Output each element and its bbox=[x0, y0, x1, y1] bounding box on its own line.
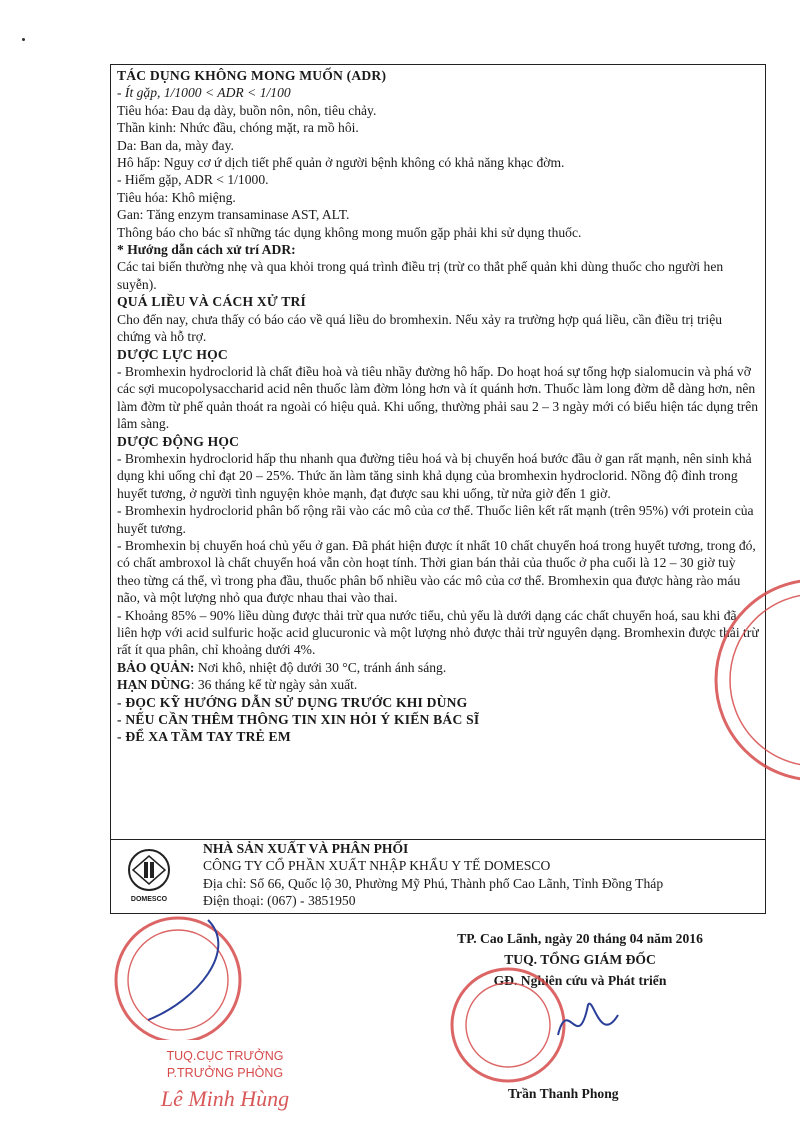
adr-rare-item: Da: Ban da, mày đay. bbox=[117, 137, 234, 153]
pharmacokinetics-title: DƯỢC ĐỘNG HỌC bbox=[117, 433, 240, 449]
adr-rare-item: Tiêu hóa: Đau dạ dày, buồn nôn, nôn, tiêu chảy. bbox=[117, 102, 377, 118]
adr-guide-title: * Hướng dẫn cách xử trí ADR: bbox=[117, 242, 296, 258]
adr-rare-header: - Ít gặp, 1/1000 < ADR < 1/100 bbox=[117, 85, 291, 101]
manufacturer-address: Địa chỉ: Số 66, Quốc lộ 30, Phường Mỹ Phú, Thành phố Cao Lãnh, Tỉnh Đồng Tháp bbox=[203, 875, 664, 891]
pharmacodynamics-title: DƯỢC LỰC HỌC bbox=[117, 346, 228, 362]
manufacturer-info bbox=[203, 840, 763, 910]
domesco-logo-icon bbox=[119, 846, 179, 896]
left-stamp-line: P.TRƯỞNG PHÒNG bbox=[166, 1066, 284, 1080]
pharmacokinetics-paragraph: - Bromhexin hydroclorid phân bố rộng rãi vào các mô của cơ thể. Thuốc liên kết rất mạnh (trên 95%) với protein của huyết tương. bbox=[117, 503, 754, 536]
storage-label: BẢO QUẢN: bbox=[117, 659, 195, 675]
left-stamp-line: TUQ.CỤC TRƯỞNG bbox=[166, 1049, 284, 1063]
overdose-text: Cho đến nay, chưa thấy có báo cáo về quá liều do bromhexin. Nếu xảy ra trường hợp quá liều, cần điều trị triệu chứng và hỗ trợ. bbox=[117, 311, 723, 345]
pharmacokinetics-paragraph: - Khoảng 85% – 90% liều dùng được thải trừ qua nước tiểu, chủ yếu là dưới dạng các chất chuyển hoá, sau khi đã liên hợp với acid sulfuric hoặc acid glucuronic và một lượng nhỏ được thải trừ nguyên dạng. Bromhexin được thải trừ rất ít qua phân, chỉ khoảng dưới 4%. bbox=[117, 607, 759, 658]
manufacturer-company: CÔNG TY CỔ PHẦN XUẤT NHẬP KHẨU Y TẾ DOMESCO bbox=[203, 858, 551, 874]
domesco-logo bbox=[119, 846, 179, 908]
pharmacokinetics-paragraph: - Bromhexin bị chuyển hoá chủ yếu ở gan. Đã phát hiện được ít nhất 10 chất chuyển hoá trong huyết tương, trong đó, có chất ambroxol là chất chuyển hoá vẫn còn hoạt tính. Thời gian bán thải của thuốc ở pha cuối là 12 – 30 giờ tuỳ theo từng cá thể, vì trong pha đầu, thuốc phân bố nhiều vào các mô của cơ thể. Bromhexin qua được hàng rào máu não, và một lượng nhỏ qua được nhau thai vào thai. bbox=[117, 537, 756, 606]
company-red-seal bbox=[428, 965, 628, 1095]
leaflet-text-box bbox=[110, 64, 766, 840]
adr-very-rare-item: Tiêu hóa: Khô miệng. bbox=[117, 189, 236, 205]
adr-notice: Thông báo cho bác sĩ những tác dụng không mong muốn gặp phải khi sử dụng thuốc. bbox=[117, 224, 582, 240]
logo-caption: DOMESCO bbox=[130, 896, 168, 903]
signer-name: Trần Thanh Phong bbox=[508, 1086, 619, 1101]
expiry-text: : 36 tháng kể từ ngày sản xuất. bbox=[190, 677, 358, 693]
adr-very-rare-item: Gan: Tăng enzym transaminase AST, ALT. bbox=[117, 207, 350, 223]
adr-title: TÁC DỤNG KHÔNG MONG MUỐN (ADR) bbox=[117, 68, 387, 83]
warning-line: - ĐỂ XA TẦM TAY TRẺ EM bbox=[117, 729, 291, 745]
department-line: GĐ. Nghiên cứu và Phát triển bbox=[493, 973, 667, 988]
adr-rare-item: Hô hấp: Nguy cơ ứ dịch tiết phế quản ở người bệnh không có khả năng khạc đờm. bbox=[117, 155, 565, 171]
pharmacodynamics-text: - Bromhexin hydroclorid là chất điều hoà và tiêu nhầy đường hô hấp. Do hoạt hoá sự tổng hợp sialomucin và phá vỡ các sợi mucopolysaccharid acid nên thuốc làm đờm lỏng hơn và ít quánh hơn. Thuốc làm long đờm dễ dàng hơn, nên làm đờm từ phế quản thoát ra ngoài có hiệu quả. Khi uống, thường phải sau 2 – 3 ngày mới có biểu hiện tác dụng trên lâm sàng. bbox=[117, 363, 759, 432]
authority-line: TUQ. TỔNG GIÁM ĐỐC bbox=[504, 952, 656, 967]
expiry-label: HẠN DÙNG bbox=[117, 677, 191, 693]
expiry-line bbox=[117, 676, 759, 693]
pharmacokinetics-paragraph: - Bromhexin hydroclorid hấp thu nhanh qua đường tiêu hoá và bị chuyển hoá bước đầu ở gan rất mạnh, nên sinh khả dụng khi uống chỉ đạt 20 – 25%. Thức ăn làm tăng sinh khả dụng của bromhexin hydroclorid. Nồng độ đỉnh trong huyết tương, ở người tình nguyện khỏe mạnh, đạt được sau khi uống, từ nửa giờ đến 1 giờ. bbox=[117, 450, 752, 501]
manufacturer-box bbox=[110, 840, 766, 914]
adr-guide-text: Các tai biến thường nhẹ và qua khỏi trong quá trình điều trị (trừ co thắt phế quản khi dùng thuốc cho người hen suyễn). bbox=[117, 259, 724, 292]
edge-red-stamp bbox=[706, 530, 800, 830]
left-stamp-text bbox=[135, 1048, 315, 1082]
overdose-title: QUÁ LIỀU VÀ CÁCH XỬ TRÍ bbox=[117, 294, 307, 310]
storage-text: Nơi khô, nhiệt độ dưới 30 °C, tránh ánh sáng. bbox=[194, 659, 447, 675]
scan-speck bbox=[22, 38, 25, 41]
storage-line bbox=[117, 659, 759, 676]
adr-very-rare-header: - Hiếm gặp, ADR < 1/1000. bbox=[117, 172, 269, 188]
manufacturer-phone: Điện thoại: (067) - 3851950 bbox=[203, 893, 356, 909]
place-date: TP. Cao Lãnh, ngày 20 tháng 04 năm 2016 bbox=[457, 931, 703, 946]
adr-rare-item: Thần kinh: Nhức đầu, chóng mặt, ra mồ hôi. bbox=[117, 120, 359, 136]
manufacturer-heading: NHÀ SẢN XUẤT VÀ PHÂN PHỐI bbox=[203, 841, 409, 856]
warning-line: - NẾU CẦN THÊM THÔNG TIN XIN HỎI Ý KIẾN BÁC SĨ bbox=[117, 712, 480, 728]
left-red-seal bbox=[88, 910, 268, 1040]
warning-line: - ĐỌC KỸ HƯỚNG DẪN SỬ DỤNG TRƯỚC KHI DÙNG bbox=[117, 694, 468, 710]
handwritten-name: Lê Minh Hùng bbox=[160, 1086, 290, 1111]
